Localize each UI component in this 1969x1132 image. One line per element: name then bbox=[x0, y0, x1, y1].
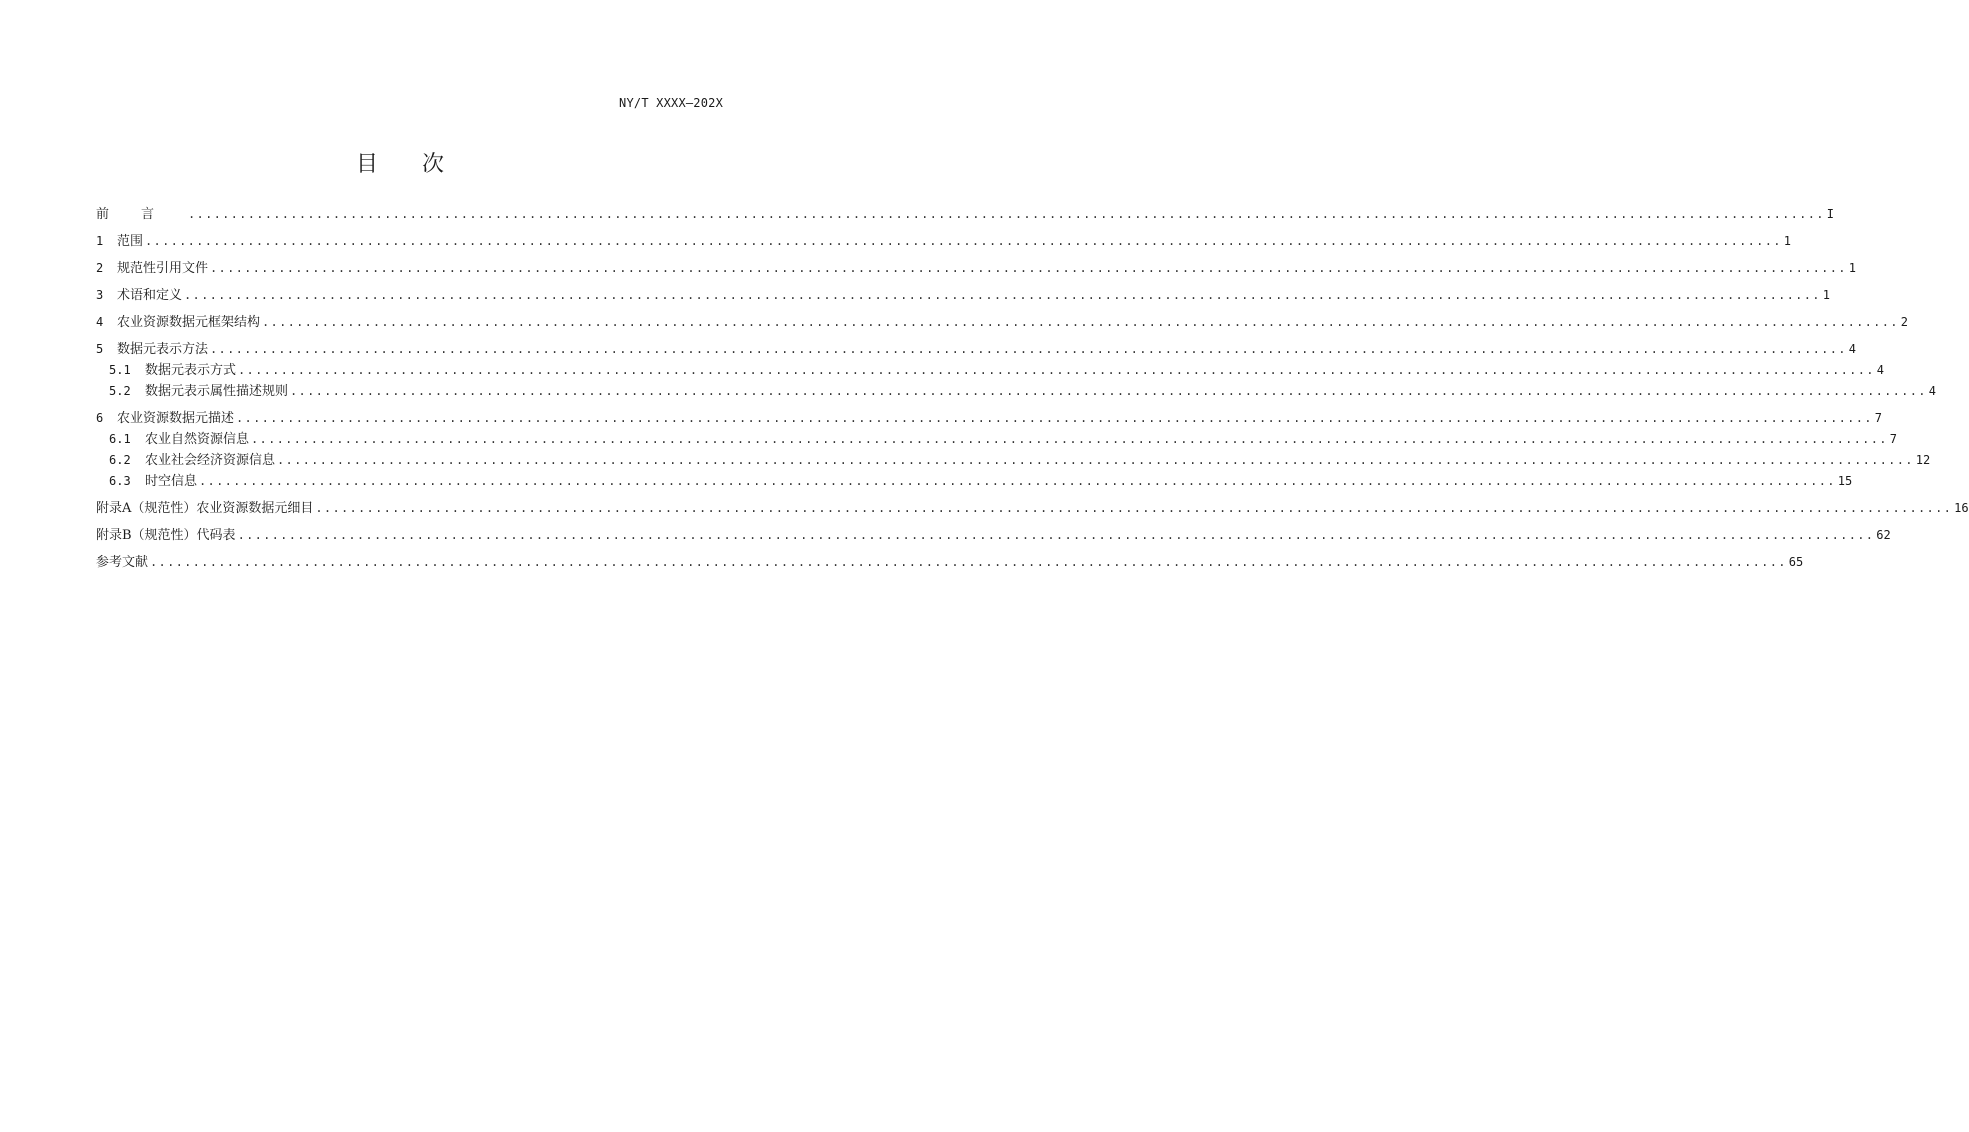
toc-entry-page: I bbox=[1826, 207, 1834, 221]
toc-entry-1[interactable] bbox=[96, 231, 1791, 252]
toc-entry-number: 6.1 bbox=[109, 432, 131, 446]
toc-entry-number: 6.2 bbox=[109, 453, 131, 467]
toc-leader-dots: ................................................................................................................................................................................................ bbox=[277, 453, 1914, 467]
page-title-char-1: 目 bbox=[355, 151, 378, 177]
toc-entry-page: 4 bbox=[1876, 363, 1884, 377]
toc-entry-title: 附录A（规范性）农业资源数据元细目 bbox=[96, 501, 314, 516]
document-code: NY/T XXXX—202X bbox=[619, 96, 723, 110]
toc-entry-bibliography[interactable] bbox=[96, 552, 1804, 573]
toc-entry-number: 6.3 bbox=[109, 474, 131, 488]
toc-entry-page: 7 bbox=[1889, 432, 1897, 446]
toc-entry-number: 5.2 bbox=[109, 384, 131, 398]
toc-entry-page: 16 bbox=[1954, 501, 1969, 515]
toc-entry-title: 术语和定义 bbox=[117, 288, 183, 303]
toc-entry-title: 农业社会经济资源信息 bbox=[145, 453, 276, 468]
toc-leader-dots: ................................................................................................................................................................................................ bbox=[251, 432, 1888, 446]
toc-entry-number: 5 bbox=[96, 342, 104, 356]
toc-entry-5[interactable] bbox=[96, 339, 1856, 360]
toc-entry-foreword[interactable] bbox=[96, 204, 1834, 225]
page-title bbox=[0, 147, 800, 178]
toc-entry-title: 数据元表示属性描述规则 bbox=[145, 384, 289, 399]
toc-entry-number: 6 bbox=[96, 411, 104, 425]
toc-entry-2[interactable] bbox=[96, 258, 1856, 279]
toc-entry-title: 农业自然资源信息 bbox=[145, 432, 250, 447]
toc-entry-3[interactable] bbox=[96, 285, 1830, 306]
toc-entry-page: 7 bbox=[1874, 411, 1882, 425]
toc-entry-number: 5.1 bbox=[109, 363, 131, 377]
toc-entry-title: 数据元表示方法 bbox=[117, 342, 209, 357]
toc-leader-dots: ................................................................................................................................................................................................ bbox=[238, 363, 1875, 377]
toc-entry-5-1[interactable] bbox=[96, 360, 1884, 381]
toc-entry-title: 农业资源数据元框架结构 bbox=[117, 315, 261, 330]
toc-leader-dots: ................................................................................................................................................................................................ bbox=[184, 288, 1821, 302]
toc-entry-title: 参考文献 bbox=[96, 555, 149, 570]
toc-entry-title: 时空信息 bbox=[145, 474, 198, 489]
toc-entry-page: 4 bbox=[1928, 384, 1936, 398]
toc-leader-dots: ................................................................................................................................................................................................ bbox=[150, 555, 1787, 569]
toc-entry-title: 范围 bbox=[117, 234, 144, 249]
toc-entry-page: 12 bbox=[1915, 453, 1931, 467]
toc-leader-dots: ................................................................................................................................................................................................ bbox=[188, 207, 1825, 221]
toc-entry-appendix-a[interactable] bbox=[96, 498, 1969, 519]
toc-entry-page: 4 bbox=[1848, 342, 1856, 356]
toc-entry-title: 附录B（规范性）代码表 bbox=[96, 528, 236, 543]
toc-entry-6-3[interactable] bbox=[96, 471, 1853, 492]
toc-leader-dots: ................................................................................................................................................................................................ bbox=[210, 342, 1847, 356]
toc-entry-number: 4 bbox=[96, 315, 104, 329]
toc-leader-dots: ................................................................................................................................................................................................ bbox=[210, 261, 1847, 275]
page-title-char-2: 次 bbox=[422, 151, 445, 177]
toc-entry-number: 1 bbox=[96, 234, 104, 248]
toc-entry-4[interactable] bbox=[96, 312, 1908, 333]
toc-leader-dots: ................................................................................................................................................................................................ bbox=[290, 384, 1927, 398]
toc-entry-page: 2 bbox=[1900, 315, 1908, 329]
toc-entry-page: 1 bbox=[1848, 261, 1856, 275]
toc-entry-title: 农业资源数据元描述 bbox=[117, 411, 235, 426]
toc-entry-6-2[interactable] bbox=[96, 450, 1931, 471]
table-of-contents bbox=[96, 204, 1969, 573]
toc-entry-number: 2 bbox=[96, 261, 104, 275]
toc-entry-6[interactable] bbox=[96, 408, 1882, 429]
toc-entry-title: 规范性引用文件 bbox=[117, 261, 209, 276]
toc-entry-page: 62 bbox=[1876, 528, 1891, 542]
toc-entry-page: 1 bbox=[1783, 234, 1791, 248]
toc-entry-page: 1 bbox=[1822, 288, 1830, 302]
toc-leader-dots: ................................................................................................................................................................................................ bbox=[199, 474, 1836, 488]
toc-entry-appendix-b[interactable] bbox=[96, 525, 1891, 546]
toc-leader-dots: ................................................................................................................................................................................................ bbox=[262, 315, 1899, 329]
toc-entry-number: 3 bbox=[96, 288, 104, 302]
toc-entry-title: 前言 bbox=[96, 207, 187, 222]
toc-entry-title: 数据元表示方式 bbox=[145, 363, 237, 378]
toc-entry-page: 65 bbox=[1788, 555, 1804, 569]
toc-entry-6-1[interactable] bbox=[96, 429, 1897, 450]
toc-leader-dots: ................................................................................................................................................................................................ bbox=[237, 528, 1875, 542]
toc-leader-dots: ................................................................................................................................................................................................ bbox=[145, 234, 1782, 248]
toc-leader-dots: ................................................................................................................................................................................................ bbox=[236, 411, 1873, 425]
toc-entry-5-2[interactable] bbox=[96, 381, 1936, 402]
toc-leader-dots: ................................................................................................................................................................................................ bbox=[315, 501, 1953, 515]
toc-entry-page: 15 bbox=[1837, 474, 1853, 488]
